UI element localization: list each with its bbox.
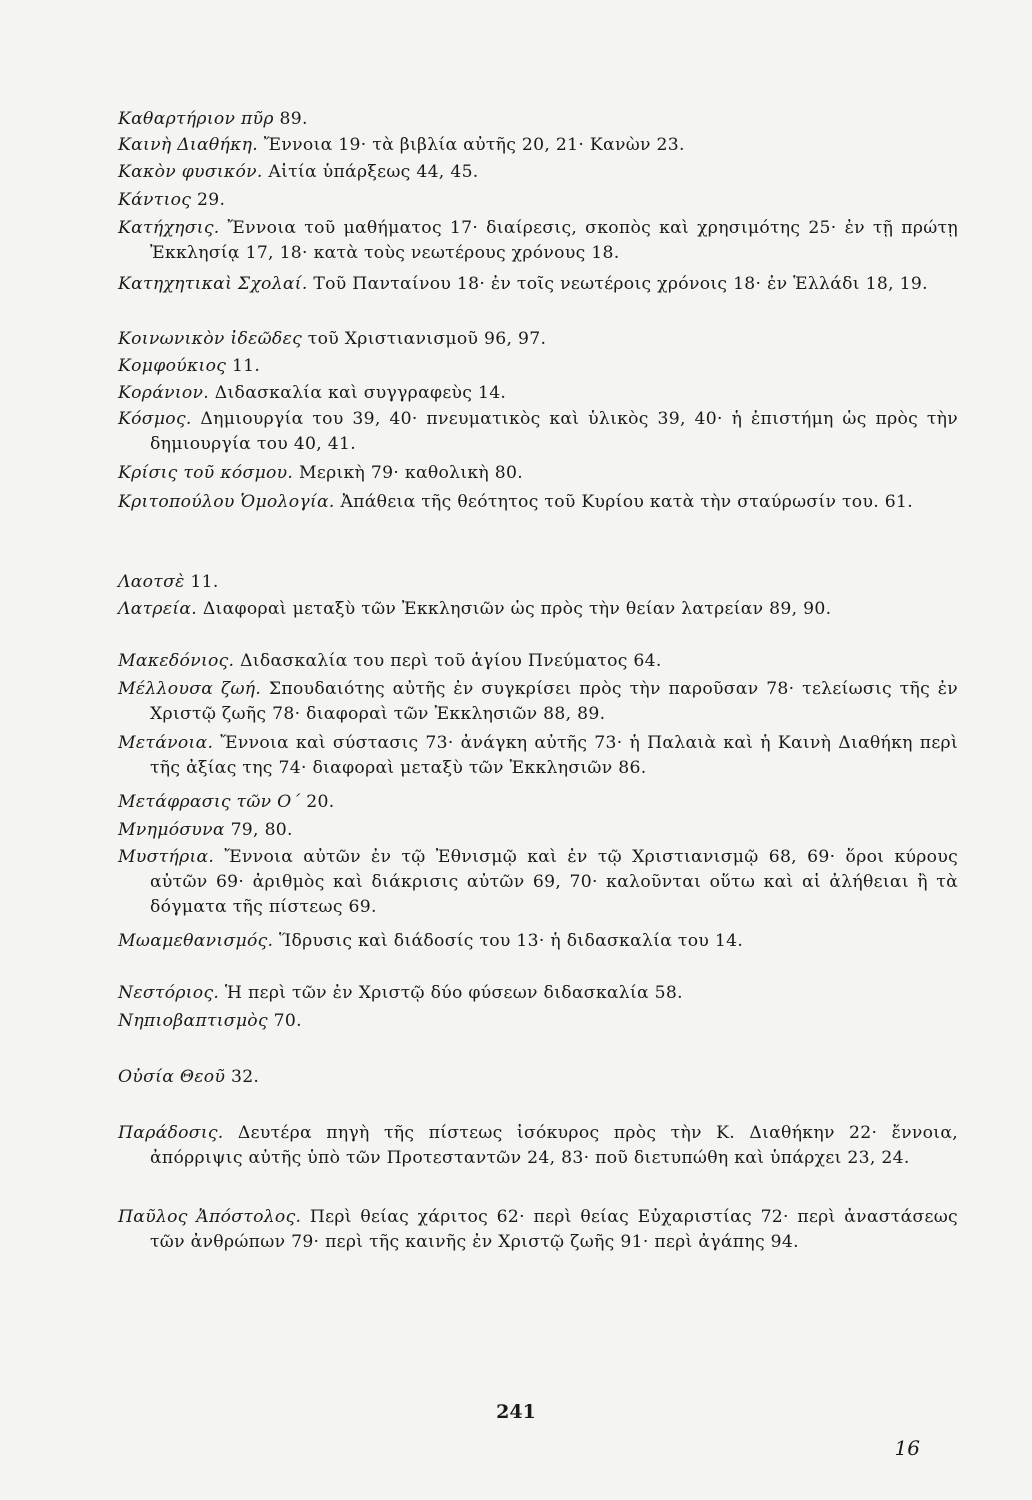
- index-entry: [118, 981, 958, 1006]
- entry-heading: Καινὴ Διαθήκη.: [118, 135, 259, 155]
- entry-text: Ἔννοια αὐτῶν ἐν τῷ Ἐθνισμῷ καὶ ἐν τῷ Χριστιανισμῷ 68, 69· ὅροι κύρους αὐτῶν 69· ἀριθμὸς καὶ διάκρισις αὐτῶν 69, 70· καλοῦνται οὕτω καὶ αἱ ἀλήθειαι ἢ τὰ δόγματα τῆς πίστεως 69.: [150, 847, 958, 917]
- entry-heading: Λατρεία.: [118, 599, 198, 619]
- entry-heading: Νηπιοβαπτισμὸς: [118, 1011, 268, 1031]
- entry-text: Διδασκαλία του περὶ τοῦ ἁγίου Πνεύματος 64.: [234, 651, 662, 671]
- entry-text: 11.: [226, 356, 261, 376]
- entry-heading: Μνημόσυνα: [118, 820, 225, 840]
- entry-heading: Μυστήρια.: [118, 847, 215, 867]
- index-entry: [118, 731, 958, 781]
- entry-heading: Κοινωνικὸν ἰδεῶδες: [118, 329, 303, 349]
- entry-text: 32.: [225, 1067, 260, 1087]
- entry-heading: Κομφούκιος: [118, 356, 227, 376]
- entry-heading: Οὐσία Θεοῦ: [118, 1067, 226, 1087]
- entry-text: τοῦ Χριστιανισμοῦ 96, 97.: [302, 329, 547, 349]
- entry-text: Ἔννοια 19· τὰ βιβλία αὐτῆς 20, 21· Κανὼν 23.: [258, 135, 685, 155]
- entry-heading: Κόσμος.: [118, 409, 192, 429]
- entry-heading: Μακεδόνιος.: [118, 651, 235, 671]
- index-entry: [118, 381, 958, 406]
- index-entry: [118, 597, 958, 622]
- entry-text: Αἰτία ὑπάρξεως 44, 45.: [262, 162, 479, 182]
- entry-text: 29.: [191, 190, 226, 210]
- entry-heading: Κατηχητικαὶ Σχολαί.: [118, 274, 308, 294]
- index-entry: [118, 1065, 958, 1090]
- entry-heading: Καθαρτήριον πῦρ: [118, 109, 274, 129]
- entry-text: Δημιουργία του 39, 40· πνευματικὸς καὶ ὑλικὸς 39, 40· ἡ ἐπιστήμη ὡς πρὸς τὴν δημιουργία του 40, 41.: [150, 409, 958, 454]
- index-entry: [118, 407, 958, 457]
- entry-heading: Κάντιος: [118, 190, 192, 210]
- entry-heading: Παράδοσις.: [118, 1123, 224, 1143]
- index-entry: [118, 188, 958, 213]
- entry-heading: Μωαμεθανισμός.: [118, 931, 274, 951]
- entry-heading: Κριτοπούλου Ὁμολογία.: [118, 492, 335, 512]
- index-entry: [118, 1205, 958, 1255]
- entry-heading: Μέλλουσα ζωή.: [118, 679, 262, 699]
- entry-text: Ἔννοια τοῦ μαθήματος 17· διαίρεσις, σκοπὸς καὶ χρησιμότης 25· ἐν τῇ πρώτῃ Ἐκκλησίᾳ 17, 18· κατὰ τοὺς νεωτέρους χρόνους 18.: [150, 218, 958, 263]
- index-entry: [118, 107, 958, 132]
- index-entry: [118, 1009, 958, 1034]
- entry-heading: Κατήχησις.: [118, 218, 220, 238]
- index-entry: [118, 133, 958, 158]
- entry-text: Περὶ θείας χάριτος 62· περὶ θείας Εὐχαριστίας 72· περὶ ἀναστάσεως τῶν ἀνθρώπων 79· περὶ τῆς καινῆς ἐν Χριστῷ ζωῆς 91· περὶ ἀγάπης 94.: [150, 1207, 958, 1252]
- entry-heading: Μετάνοια.: [118, 733, 214, 753]
- entry-heading: Παῦλος Ἀπόστολος.: [118, 1207, 302, 1227]
- page-number: 241: [496, 1401, 536, 1423]
- entry-text: Σπουδαιότης αὐτῆς ἐν συγκρίσει πρὸς τὴν παροῦσαν 78· τελείωσις τῆς ἐν Χριστῷ ζωῆς 78· διαφοραὶ τῶν Ἐκκλησιῶν 88, 89.: [150, 679, 959, 724]
- entry-text: 70.: [267, 1011, 302, 1031]
- index-entry: [118, 845, 958, 920]
- entry-text: 11.: [184, 572, 219, 592]
- index-entry: [118, 327, 958, 352]
- entry-text: 79, 80.: [224, 820, 293, 840]
- entry-text: Ἀπάθεια τῆς θεότητος τοῦ Κυρίου κατὰ τὴν σταύρωσίν του. 61.: [334, 492, 913, 512]
- entry-heading: Κακὸν φυσικόν.: [118, 162, 263, 182]
- entry-heading: Λαοτσὲ: [118, 572, 185, 592]
- index-entry: [118, 354, 958, 379]
- index-entry: [118, 790, 958, 815]
- entry-text: Τοῦ Πανταίνου 18· ἐν τοῖς νεωτέροις χρόνοις 18· ἐν Ἑλλάδι 18, 19.: [307, 274, 928, 294]
- entry-heading: Μετάφρασις τῶν Ο΄: [118, 792, 301, 812]
- entry-text: Διαφοραὶ μεταξὺ τῶν Ἐκκλησιῶν ὡς πρὸς τὴν θείαν λατρείαν 89, 90.: [197, 599, 832, 619]
- index-entry: [118, 160, 958, 185]
- index-entry: [118, 570, 958, 595]
- entry-text: Ἡ περὶ τῶν ἐν Χριστῷ δύο φύσεων διδασκαλία 58.: [219, 983, 683, 1003]
- entry-heading: Νεστόριος.: [118, 983, 220, 1003]
- signature-mark: 16: [894, 1436, 920, 1460]
- entry-heading: Κρίσις τοῦ κόσμου.: [118, 463, 294, 483]
- index-entry: [118, 649, 958, 674]
- entry-text: Ἔννοια καὶ σύστασις 73· ἀνάγκη αὐτῆς 73· ἡ Παλαιὰ καὶ ἡ Καινὴ Διαθήκη περὶ τῆς ἀξίας της 74· διαφοραὶ μεταξὺ τῶν Ἐκκλησιῶν 86.: [150, 733, 958, 778]
- entry-text: Διδασκαλία καὶ συγγραφεὺς 14.: [209, 383, 507, 403]
- entry-text: 20.: [300, 792, 335, 812]
- index-entry: [118, 272, 958, 297]
- entry-text: Δευτέρα πηγὴ τῆς πίστεως ἰσόκυρος πρὸς τὴν Κ. Διαθήκην 22· ἔννοια, ἀπόρριψις αὐτῆς ὑπὸ τῶν Προτεσταντῶν 24, 83· ποῦ διετυπώθη καὶ ὑπάρχει 23, 24.: [150, 1123, 958, 1168]
- index-entry: [118, 818, 958, 843]
- index-entry: [118, 1121, 958, 1171]
- index-entry: [118, 461, 958, 486]
- index-entry: [118, 929, 958, 954]
- index-entry: [118, 490, 958, 515]
- entry-heading: Κοράνιον.: [118, 383, 210, 403]
- entry-text: Μερικὴ 79· καθολικὴ 80.: [293, 463, 524, 483]
- index-entry: [118, 216, 958, 266]
- entry-text: Ἵδρυσις καὶ διάδοσίς του 13· ἡ διδασκαλία του 14.: [273, 931, 744, 951]
- index-entry: [118, 677, 958, 727]
- entry-text: 89.: [273, 109, 308, 129]
